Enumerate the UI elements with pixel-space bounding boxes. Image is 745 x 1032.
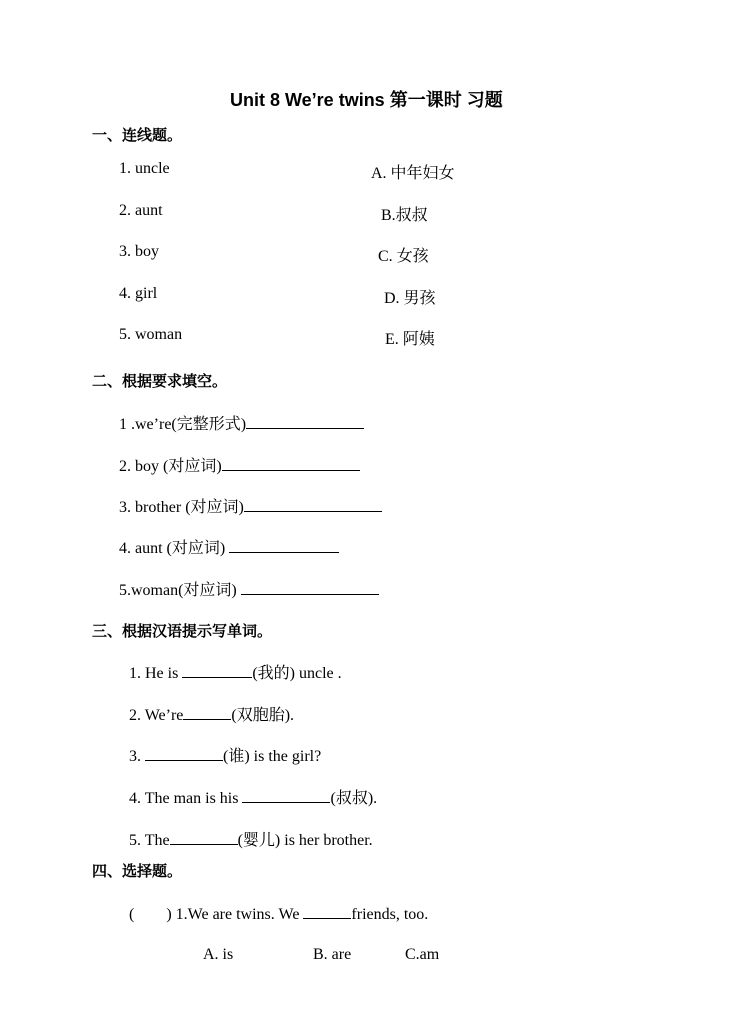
option-c[interactable]: C.am: [405, 946, 440, 963]
word-item-post: (谁) is the girl?: [223, 748, 322, 765]
match-right-d: D. 男孩: [384, 290, 436, 307]
match-left-2: 2. aunt: [119, 202, 163, 219]
answer-blank[interactable]: [229, 538, 339, 553]
fill-item-text: 4. aunt (对应词): [119, 540, 230, 557]
match-left-1: 1. uncle: [119, 160, 170, 177]
match-left-3: 3. boy: [119, 243, 159, 260]
answer-blank[interactable]: [242, 788, 330, 803]
word-item-post: (叔叔).: [330, 790, 378, 807]
section-3-heading: 三、根据汉语提示写单词。: [92, 622, 273, 640]
match-right-c: C. 女孩: [378, 248, 429, 265]
fill-item-1: [119, 411, 364, 434]
word-item-1: [129, 660, 342, 683]
word-item-pre: 4. The man is his: [129, 790, 243, 807]
answer-blank[interactable]: [244, 497, 382, 512]
word-item-pre: 1. He is: [129, 665, 183, 682]
page-title: Unit 8 We’re twins 第一课时 习题: [230, 90, 503, 110]
answer-blank[interactable]: [182, 663, 252, 678]
word-item-post: (我的) uncle .: [252, 665, 342, 682]
option-a[interactable]: A. is: [203, 946, 234, 963]
word-item-post: (婴儿) is her brother.: [237, 832, 373, 849]
choice-question-1: [129, 904, 428, 924]
answer-blank[interactable]: [303, 904, 351, 919]
answer-paren[interactable]: ( ): [129, 906, 172, 923]
word-item-2: [129, 702, 294, 725]
section-2-heading: 二、根据要求填空。: [92, 372, 228, 390]
fill-item-text: 5.woman(对应词): [119, 582, 241, 599]
word-item-pre: 5. The: [129, 832, 170, 849]
question-pre: 1.We are twins. We: [171, 906, 304, 923]
answer-blank[interactable]: [222, 456, 360, 471]
section-1-heading: 一、连线题。: [92, 126, 183, 144]
answer-blank[interactable]: [183, 705, 231, 720]
word-item-post: (双胞胎).: [231, 707, 295, 724]
fill-item-text: 3. brother (对应词): [119, 499, 244, 516]
section-4-heading: 四、选择题。: [92, 862, 183, 880]
word-item-pre: 3.: [129, 748, 145, 765]
question-post: friends, too.: [351, 906, 429, 923]
answer-blank[interactable]: [241, 580, 379, 595]
fill-item-2: [119, 453, 360, 476]
word-item-3: [129, 743, 321, 766]
match-right-a: A. 中年妇女: [371, 165, 455, 182]
fill-item-3: [119, 494, 382, 517]
fill-item-text: 1 .we’re(完整形式): [119, 416, 247, 433]
match-right-e: E. 阿姨: [385, 331, 435, 348]
answer-blank[interactable]: [145, 746, 223, 761]
answer-blank[interactable]: [170, 830, 238, 845]
word-item-pre: 2. We’re: [129, 707, 184, 724]
answer-blank[interactable]: [246, 414, 364, 429]
fill-item-4: [119, 535, 339, 558]
fill-item-text: 2. boy (对应词): [119, 458, 222, 475]
match-left-4: 4. girl: [119, 285, 158, 302]
option-b[interactable]: B. are: [313, 946, 352, 963]
match-left-5: 5. woman: [119, 326, 183, 343]
fill-item-5: [119, 577, 379, 600]
word-item-4: [129, 785, 377, 808]
match-right-b: B.叔叔: [381, 207, 428, 224]
word-item-5: [129, 827, 373, 850]
